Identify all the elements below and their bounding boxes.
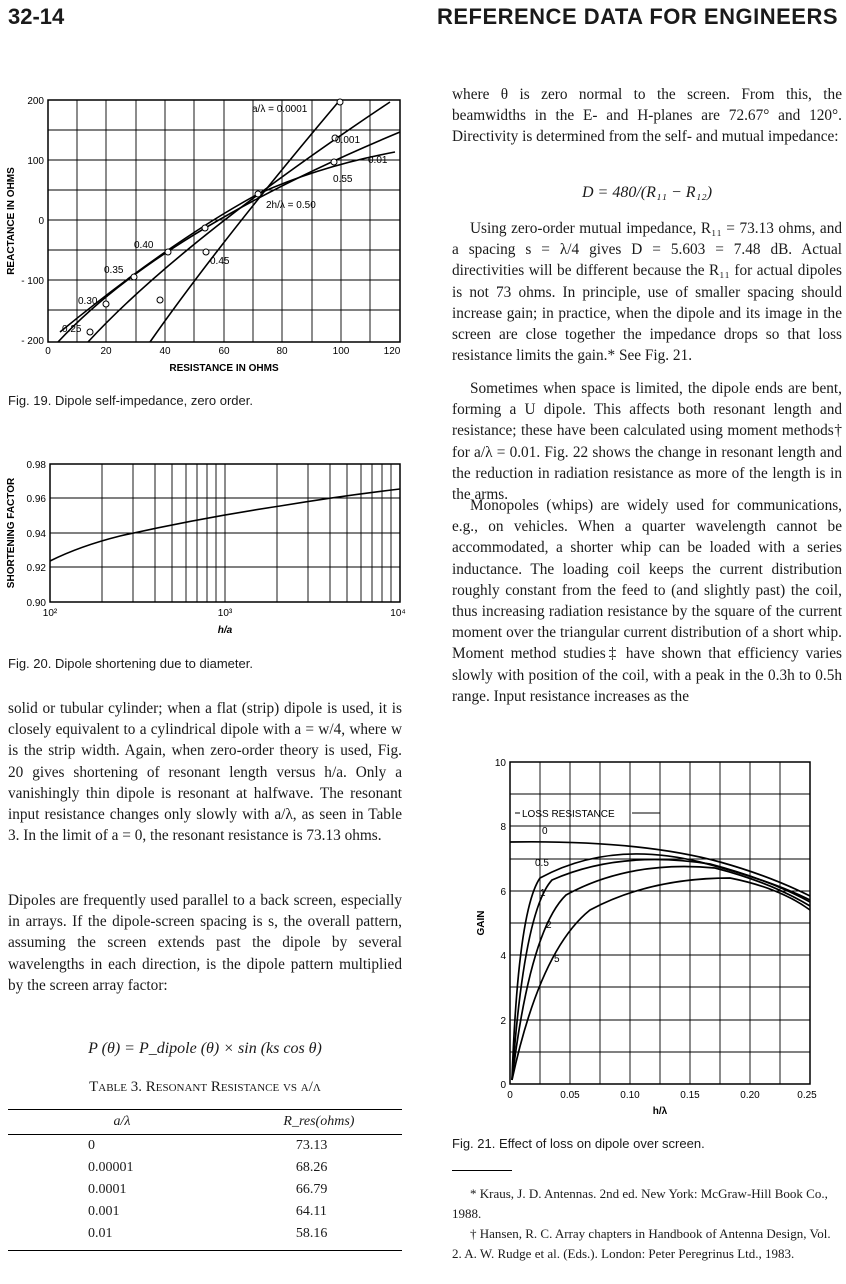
table-row [8,1179,402,1201]
column-header-a-lambda: a/λ [8,1110,236,1135]
fig19-xtick: 100 [332,346,350,357]
table-cell: 64.11 [295,1204,327,1219]
fig20-xlabel: h/a [217,625,233,636]
fig19-ytick: 100 [27,156,44,167]
table-cell: 0.01 [8,1223,236,1251]
fig20-xtick: 10⁴ [390,608,406,619]
fig21-ylabel: GAIN [476,910,487,936]
fig19-marker [165,249,171,255]
fig19-curve-label: 0.25 [62,324,82,335]
fig19-marker [87,329,93,335]
directivity-equation: D = 480/(R₁₁ − R₁₂) [581,184,713,201]
fig19-marker [103,301,109,307]
fig21-curve-loss-5 [512,878,810,1080]
fig20-xtick: 10³ [217,608,233,619]
fig19-xtick: 80 [276,346,288,357]
left-paragraph-1: solid or tubular cylinder; when a flat (strip) dipole is used, it is closely equivalent to a cylindrical dipole with a = w/4, where w is the strip width. Again, when zero-order theory is used, Fig. 20 gives shortening of resonant length versus h/a. Only a vanishingly thin dipole is resonant at halfwave. The resonant input resistance changes only slowly with a/λ, as seen in Table 3. In the limit of a = 0, the resonant resistance is 73.13 ohms. [8,700,402,845]
page-number: 32-14 [8,4,65,29]
figure-21-chart [460,750,846,1130]
fig19-ylabel: REACTANCE IN OHMS [6,167,17,275]
fig21-xtick: 0.05 [560,1090,580,1101]
fig20-ytick: 0.90 [26,598,46,609]
fig21-xlabel: h/λ [652,1106,668,1117]
column-header-r-res: R_res(ohms) [236,1110,402,1135]
fig19-curve-a-0.0001 [150,100,340,342]
fig19-curve-label: 0.45 [210,256,230,267]
fig20-ytick: 0.96 [26,494,46,505]
fig19-xtick: 120 [383,346,401,357]
fig21-ytick: 6 [500,887,506,898]
resonant-resistance-table [8,1109,402,1251]
fig20-caption: Fig. 20. Dipole shortening due to diameter. [8,656,253,671]
fig19-ytick: 0 [38,216,44,227]
fig21-xtick: 0.20 [740,1090,760,1101]
table-row [8,1135,402,1158]
fig19-marker [203,249,209,255]
footnote-rule [452,1170,512,1171]
fig19-marker [255,191,261,197]
fig19-marker [331,159,337,165]
left-paragraph-2: Dipoles are frequently used parallel to a back screen, especially in arrays. If the dipole-screen spacing is s, the overall pattern, assuming the screen extends past the dipole by several wavelengths in each direction, is the dipole pattern multiplied by the screen array factor: [8,892,402,994]
table-3-title: Table 3. Resonant Resistance vs a/λ [89,1079,321,1095]
footnote-1: * Kraus, J. D. Antennas. 2nd ed. New York: McGraw-Hill Book Co., 1988. [452,1186,828,1221]
fig19-caption: Fig. 19. Dipole self-impedance, zero order. [8,393,253,408]
table-row [8,1157,402,1179]
fig21-curve-label: 0 [542,826,548,837]
fig21-ytick: 8 [500,822,506,833]
fig19-curve-label: 0.35 [104,265,124,276]
right-paragraph-2: Using zero-order mutual impedance, R₁₁ = 73.13 ohms, and a spacing s = λ/4 gives D = 5.603 = 7.48 dB. Actual directivities will be different because the R₁₁ for actual dipoles is not 73 ohms. In principle, use of smaller spacing should increase gain; in practice, when the dipole and its image in the screen are close together the impedance drops so that loss resistance limits the gain.* See Fig. 21. [452,220,842,365]
fig21-ytick: 2 [500,1016,506,1027]
fig21-caption: Fig. 21. Effect of loss on dipole over screen. [452,1136,705,1151]
table-cell: 0.00001 [88,1160,134,1175]
fig21-curve-label: 1 [540,888,546,899]
fig19-xtick: 40 [159,346,171,357]
fig20-ytick: 0.92 [26,563,46,574]
fig19-curve-label: 0.30 [78,296,98,307]
table-cell: 66.79 [295,1182,328,1197]
fig19-curve-label: 0.40 [134,240,154,251]
right-paragraph-3: Sometimes when space is limited, the dipole ends are bent, forming a U dipole. This affects both resonant length and resistance; these have been calculated using moment methods† for a/λ = 0.01. Fig. 22 shows the change in resonant length and the reduction in radiation resistance as more of the length is in the arms. [452,380,842,504]
fig19-curve-label: 2h/λ = 0.50 [266,200,316,211]
fig19-curve-label: a/λ = 0.0001 [252,104,308,115]
fig21-legend-title: LOSS RESISTANCE [522,809,615,820]
table-cell: 0 [88,1138,95,1153]
right-paragraph-4: Monopoles (whips) are widely used for communications, e.g., on vehicles. When a quarter wavelength cannot be accommodated, a shorter whip can be loaded with a series inductance. The loading coil keeps the current distribution roughly constant from the feed to (and slightly past) the coil, thus increasing radiation resistance by the square of the current moment over the triangular current distribution of a short whip. Moment method studies‡ have shown that efficiency varies slowly with position of the coil, with a peak in the 0.3h to 0.5h range. Input resistance increases as the [452,497,842,705]
table-header-row [8,1110,402,1135]
fig21-curve-loss-2 [512,867,810,1080]
figure-19-chart [0,92,420,382]
fig19-curve-label: 0.01 [368,155,388,166]
table-cell: 73.13 [295,1138,328,1153]
table-cell: 58.16 [236,1223,402,1251]
fig19-xtick: 20 [100,346,112,357]
fig19-xtick: 60 [218,346,230,357]
fig21-xtick: 0.25 [797,1090,817,1101]
fig19-xtick: 0 [45,346,51,357]
fig19-ytick: 200 [27,96,44,107]
fig21-ytick: 4 [500,951,506,962]
fig20-xtick: 10² [42,608,58,619]
fig21-xtick: 0.15 [680,1090,700,1101]
table-cell: 0.0001 [88,1182,127,1197]
fig21-ytick: 10 [494,758,506,769]
fig19-curve-label: 0.001 [335,135,361,146]
fig21-curve-label: 5 [554,954,560,965]
fig19-marker [337,99,343,105]
fig19-marker [131,274,137,280]
fig20-ylabel: SHORTENING FACTOR [6,477,17,589]
fig21-curve-label: 0.5 [535,858,549,869]
fig21-xtick: 0.10 [620,1090,640,1101]
fig20-ytick: 0.94 [26,529,46,540]
table-cell: 68.26 [295,1160,328,1175]
fig19-marker [157,297,163,303]
fig19-ytick: - 200 [21,336,44,347]
running-header: REFERENCE DATA FOR ENGINEERS [436,4,838,29]
fig19-curve-label: 0.55 [333,174,353,185]
footnote-2: † Hansen, R. C. Array chapters in Handbook of Antenna Design, Vol. 2. A. W. Rudge et al. (Eds.). London: Peter Peregrinus Ltd., 1983. [452,1226,831,1261]
table-cell: 0.001 [88,1204,120,1219]
fig19-ytick: - 100 [21,276,44,287]
table-row [8,1223,402,1251]
fig21-ytick: 0 [500,1080,506,1091]
fig21-curve-loss-1 [512,860,810,1080]
table-row [8,1201,402,1223]
fig19-marker [202,225,208,231]
right-paragraph-1: where θ is zero normal to the screen. From this, the beamwidths in the E- and H-planes are 72.67° and 120°. Directivity is determined from the self- and mutual impedance: [452,86,842,146]
screen-pattern-equation: P (θ) = P_dipole (θ) × sin (ks cos θ) [88,1040,322,1057]
fig21-xtick: 0 [507,1090,513,1101]
fig21-curve-label: 2 [546,920,552,931]
figure-20-chart [0,456,420,646]
fig20-ytick: 0.98 [26,460,46,471]
fig19-xlabel: RESISTANCE IN OHMS [169,363,279,374]
